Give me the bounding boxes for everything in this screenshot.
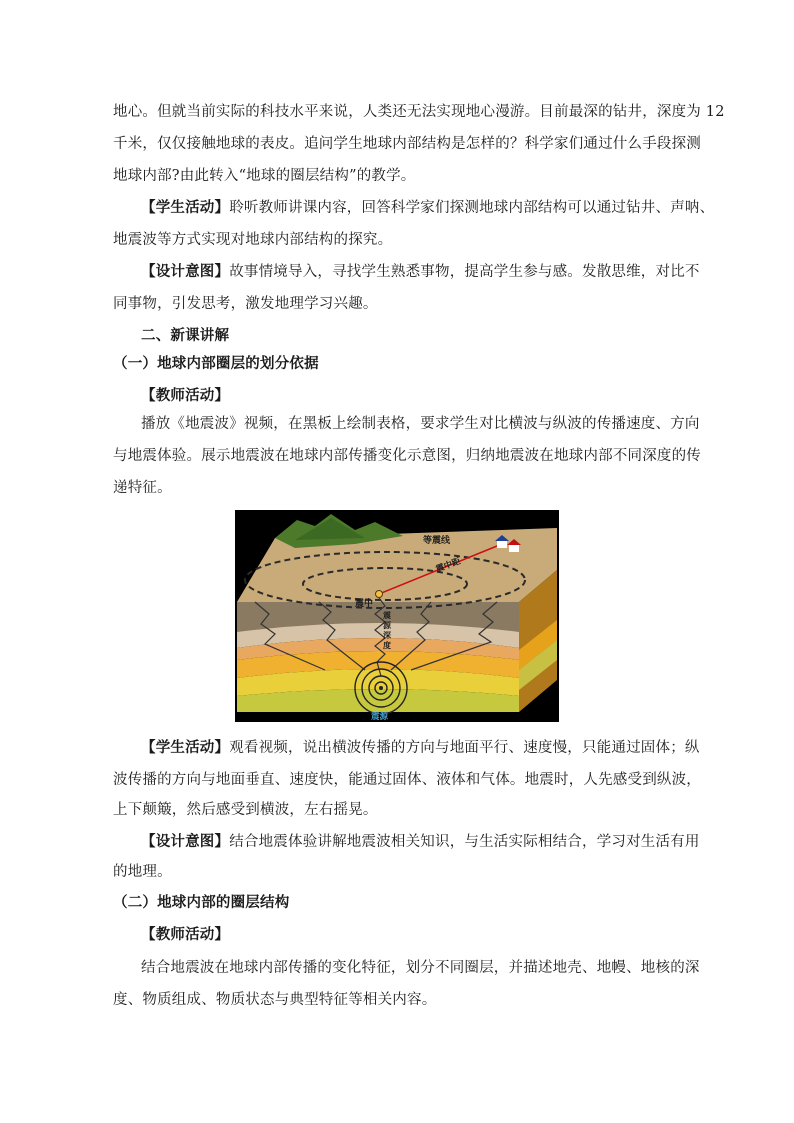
body-text: 聆听教师讲课内容，回答科学家们探测地球内部结构可以通过钻井、声呐、 [229, 200, 715, 216]
design-intent-tag: 【设计意图】 [141, 264, 230, 280]
earthquake-wave-diagram [235, 510, 559, 722]
subsection-heading: （二）地球内部的圈层结构 [113, 895, 290, 911]
body-line: 的地理。 [113, 864, 172, 880]
design-intent-tag: 【设计意图】 [141, 834, 230, 850]
teacher-activity-tag: 【教师活动】 [141, 388, 230, 404]
student-activity-tag: 【学生活动】 [141, 740, 230, 756]
body-line: 波传播的方向与地面垂直、速度快，能通过固体、液体和气体。地震时，人先感受到纵波， [113, 772, 701, 788]
body-line: 地心。但就当前实际的科技水平来说，人类还无法实现地心漫游。目前最深的钻井，深度为 12 [113, 104, 725, 120]
body-line: 地球内部?由此转入“地球的圈层结构”的教学。 [113, 168, 416, 184]
teacher-activity-tag: 【教师活动】 [141, 927, 230, 943]
body-line: 与地震体验。展示地震波在地球内部传播变化示意图，归纳地震波在地球内部不同深度的传 [113, 448, 701, 464]
student-activity-tag: 【学生活动】 [141, 200, 230, 216]
body-line: 同事物，引发思考，激发地理学习兴趣。 [113, 296, 378, 312]
label-epicenter: 震中 [355, 599, 374, 609]
student-activity-paragraph [141, 198, 715, 218]
body-line: 播放《地震波》视频，在黑板上绘制表格，要求学生对比横波与纵波的传播速度、方向 [141, 416, 700, 432]
label-isoseismal: 等震线 [423, 536, 451, 546]
body-line: 千米，仅仅接触地球的表皮。追问学生地球内部结构是怎样的？科学家们通过什么手段探测 [113, 136, 701, 152]
body-line: 递特征。 [113, 480, 172, 496]
body-text: 故事情境导入，寻找学生熟悉事物，提高学生参与感。发散思维，对比不 [229, 264, 700, 280]
body-text: 结合地震体验讲解地震波相关知识，与生活实际相结合，学习对生活有用 [229, 834, 700, 850]
body-line: 度、物质组成、物质状态与典型特征等相关内容。 [113, 992, 437, 1008]
body-line: 地震波等方式实现对地球内部结构的探究。 [113, 232, 393, 248]
design-intent-paragraph [141, 832, 711, 852]
student-activity-paragraph [141, 738, 711, 758]
body-text: 观看视频，说出横波传播的方向与地面平行、速度慢，只能通过固体；纵 [229, 740, 700, 756]
section-heading: 二、新课讲解 [141, 328, 230, 344]
subsection-heading: （一）地球内部圈层的划分依据 [113, 356, 319, 372]
label-hypocenter: 震源 [371, 712, 389, 722]
design-intent-paragraph [141, 262, 711, 282]
label-epicentral-distance: 震中距 [434, 556, 463, 575]
body-line: 结合地震波在地球内部传播的变化特征，划分不同圈层，并描述地壳、地幔、地核的深 [141, 960, 700, 976]
body-line: 上下颠簸，然后感受到横波，左右摇晃。 [113, 802, 378, 818]
label-focal-depth: 震源深度 [383, 611, 391, 650]
